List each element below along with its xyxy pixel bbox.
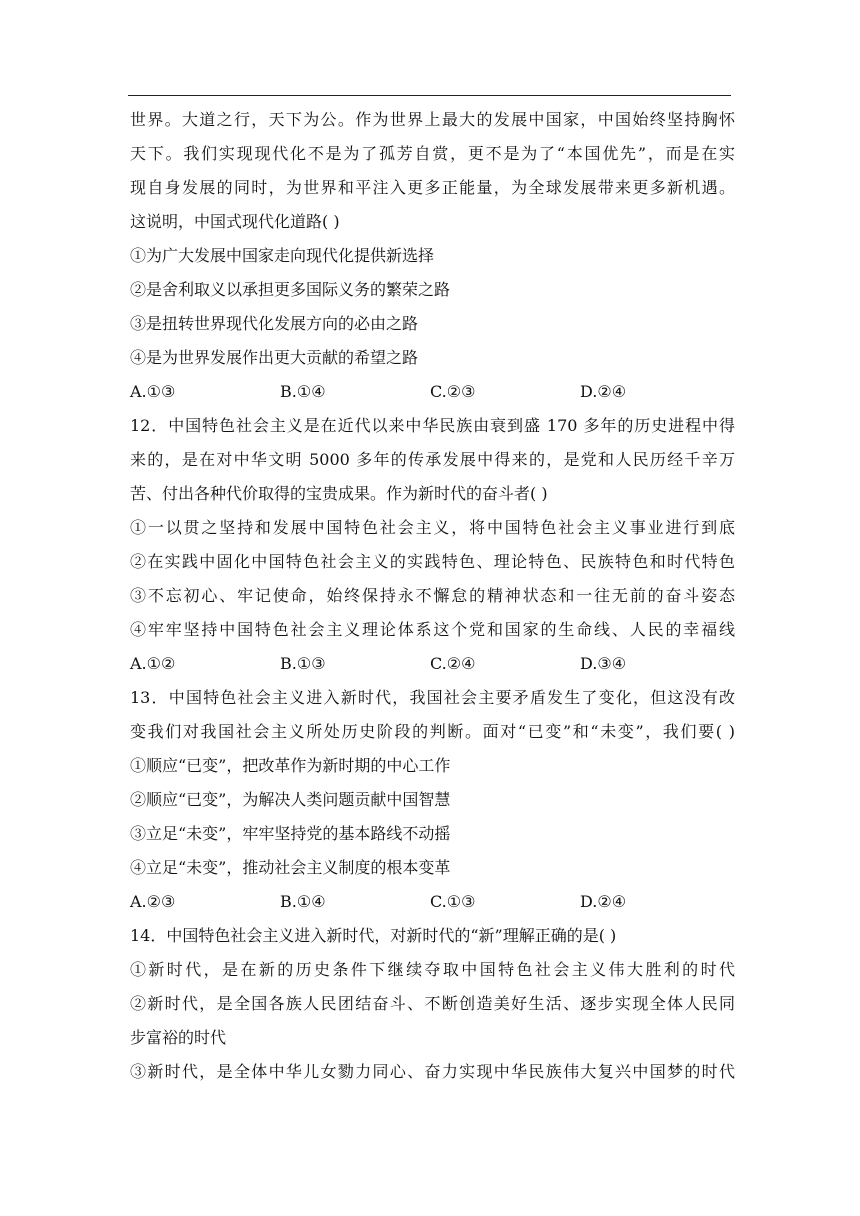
option-a: A.①③ <box>130 382 176 401</box>
statement-item: ③立足“未变”，牢牢坚持党的基本路线不动摇 <box>130 824 451 843</box>
statement-item: 步富裕的时代 <box>130 1028 227 1047</box>
option-d: D.③④ <box>580 654 627 673</box>
option-a: A.①② <box>130 654 176 673</box>
statement-item: ②在实践中固化中国特色社会主义的实践特色、理论特色、民族特色和时代特色 <box>130 552 735 571</box>
option-c: C.②④ <box>430 654 476 673</box>
document-body <box>130 103 735 1089</box>
question-stem-line: 这说明，中国式现代化道路( ) <box>130 212 340 231</box>
statement-item: ②是舍利取义以承担更多国际义务的繁荣之路 <box>130 280 451 299</box>
question-stem-line: 14．中国特色社会主义进入新时代，对新时代的“新”理解正确的是( ) <box>130 926 617 945</box>
question-stem-line: 变我们对我国社会主义所处历史阶段的判断。面对“已变”和“未变”，我们要( ) <box>130 722 735 741</box>
question-11 <box>130 103 735 409</box>
statement-item: ②新时代，是全国各族人民团结奋斗、不断创造美好生活、逐步实现全体人民同 <box>130 994 735 1013</box>
question-stem-line: 12．中国特色社会主义是在近代以来中华民族由衰到盛 170 多年的历史进程中得 <box>130 416 735 435</box>
statement-item: ③是扭转世界现代化发展方向的必由之路 <box>130 314 419 333</box>
statement-item: ③新时代，是全体中华儿女勠力同心、奋力实现中华民族伟大复兴中国梦的时代 <box>130 1062 735 1081</box>
statement-item: ①一以贯之坚持和发展中国特色社会主义，将中国特色社会主义事业进行到底 <box>130 518 735 537</box>
option-a: A.②③ <box>130 892 176 911</box>
statement-item: ②顺应“已变”，为解决人类问题贡献中国智慧 <box>130 790 451 809</box>
question-stem-line: 天下。我们实现现代化不是为了孤芳自赏，更不是为了“本国优先”，而是在实 <box>130 144 735 163</box>
question-stem-line: 现自身发展的同时，为世界和平注入更多正能量，为全球发展带来更多新机遇。 <box>130 178 735 197</box>
question-stem-line: 来的，是在对中华文明 5000 多年的传承发展中得来的，是党和人民历经千辛万 <box>130 450 735 469</box>
header-rule <box>128 95 731 96</box>
statement-item: ①顺应“已变”，把改革作为新时期的中心工作 <box>130 756 451 775</box>
option-b: B.①④ <box>280 382 326 401</box>
statement-item: ③不忘初心、牢记使命，始终保持永不懈怠的精神状态和一往无前的奋斗姿态 <box>130 586 735 605</box>
question-stem-line: 苦、付出各种代价取得的宝贵成果。作为新时代的奋斗者( ) <box>130 484 548 503</box>
answer-options <box>130 375 735 409</box>
option-d: D.②④ <box>580 892 627 911</box>
option-d: D.②④ <box>580 382 627 401</box>
option-b: B.①④ <box>280 892 326 911</box>
question-13 <box>130 681 735 919</box>
option-b: B.①③ <box>280 654 326 673</box>
question-14 <box>130 919 735 1089</box>
question-12 <box>130 409 735 681</box>
statement-item: ①新时代，是在新的历史条件下继续夺取中国特色社会主义伟大胜利的时代 <box>130 960 735 979</box>
statement-item: ④牢牢坚持中国特色社会主义理论体系这个党和国家的生命线、人民的幸福线 <box>130 620 735 639</box>
statement-item: ①为广大发展中国家走向现代化提供新选择 <box>130 246 435 265</box>
statement-item: ④是为世界发展作出更大贡献的希望之路 <box>130 348 419 367</box>
statement-item: ④立足“未变”，推动社会主义制度的根本变革 <box>130 858 451 877</box>
question-stem-line: 世界。大道之行，天下为公。作为世界上最大的发展中国家，中国始终坚持胸怀 <box>130 110 735 129</box>
option-c: C.②③ <box>430 382 476 401</box>
answer-options <box>130 885 735 919</box>
answer-options <box>130 647 735 681</box>
question-stem-line: 13．中国特色社会主义进入新时代，我国社会主要矛盾发生了变化，但这没有改 <box>130 688 735 707</box>
option-c: C.①③ <box>430 892 476 911</box>
